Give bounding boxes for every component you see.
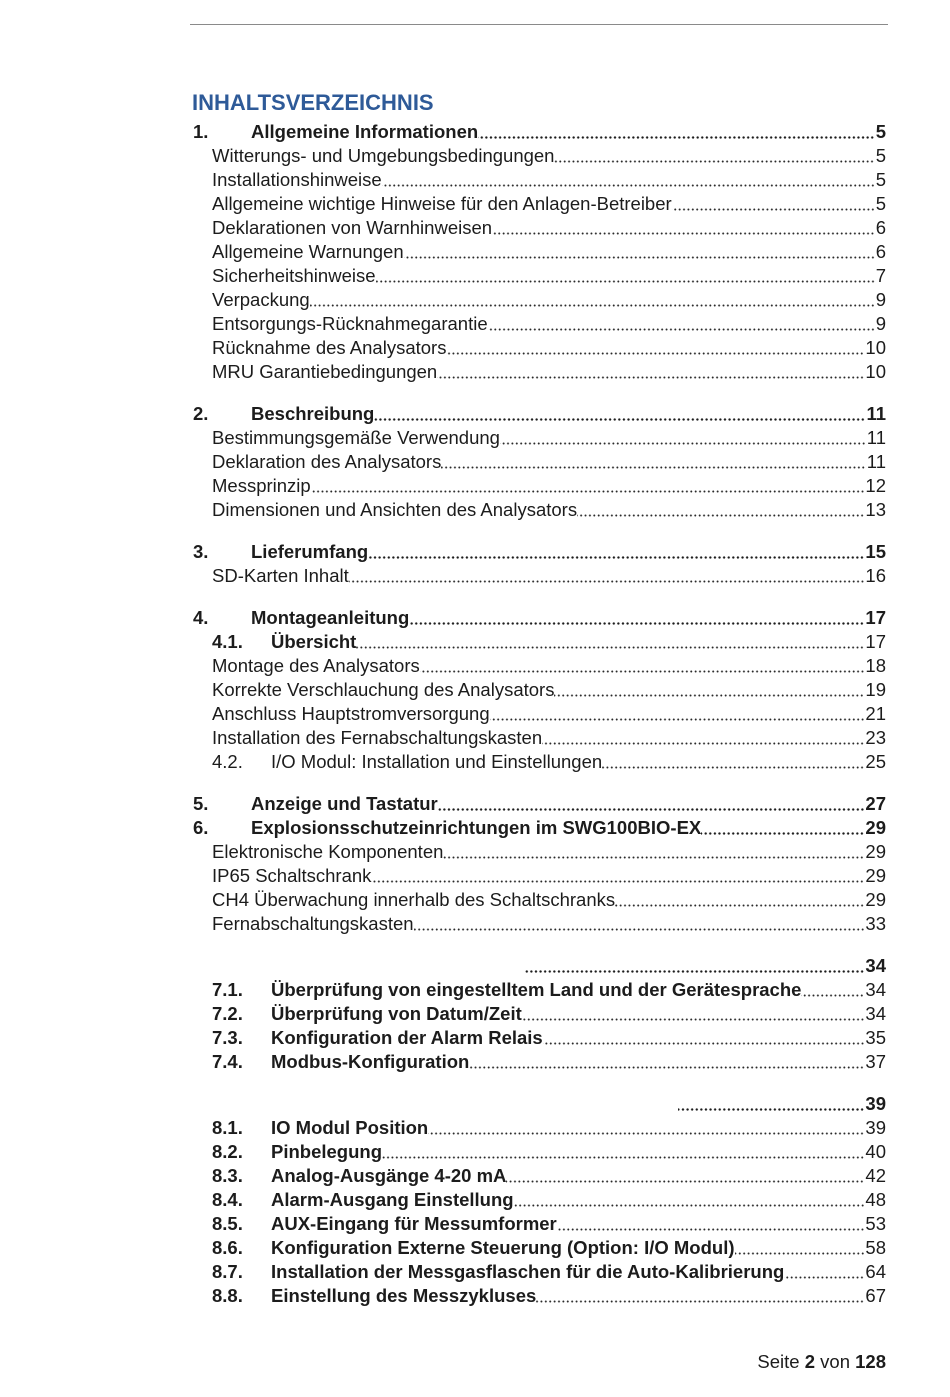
toc-dot-leader xyxy=(524,954,864,978)
toc-section-entry[interactable] xyxy=(193,630,886,654)
toc-dot-leader xyxy=(514,1188,865,1212)
toc-page-number: 48 xyxy=(865,1189,886,1210)
toc-group xyxy=(193,402,886,522)
toc-entry-title: Rücknahme des Analysators xyxy=(212,337,447,358)
toc-entry-title: MRU Garantiebedingungen xyxy=(212,361,438,382)
toc-page-number: 42 xyxy=(865,1165,886,1186)
toc-group xyxy=(193,606,886,774)
toc-section-entry[interactable] xyxy=(193,1140,886,1164)
toc-dot-leader xyxy=(478,120,875,144)
toc-entry-number: 8.1. xyxy=(212,1117,243,1138)
toc-dot-leader xyxy=(506,1164,864,1188)
toc-entry-title: Analog-Ausgänge 4-20 mA xyxy=(271,1165,507,1186)
toc-page-number: 5 xyxy=(875,193,886,214)
toc-entry-title: Allgemeine wichtige Hinweise für den Anlagen-Betreiber xyxy=(212,193,672,214)
toc-entry-title: I/O Modul: Installation und Einstellungen xyxy=(271,751,603,772)
toc-section-entry[interactable] xyxy=(193,1188,886,1212)
toc-subentry[interactable] xyxy=(193,426,886,450)
toc-page-number: 58 xyxy=(865,1237,886,1258)
toc-chapter-entry[interactable] xyxy=(193,1092,886,1116)
toc-page-number: 37 xyxy=(865,1051,886,1072)
toc-entry-number: 8.4. xyxy=(212,1189,243,1210)
toc-dot-leader xyxy=(602,750,864,774)
toc-entry-number: 7.2. xyxy=(212,1003,243,1024)
toc-entry-title: Anschluss Hauptstromversorgung xyxy=(212,703,490,724)
toc-dot-leader xyxy=(554,144,874,168)
toc-dot-leader xyxy=(382,168,875,192)
toc-entry-title: Übersicht xyxy=(271,631,357,652)
toc-entry-number: 7.4. xyxy=(212,1051,243,1072)
toc-page-number: 40 xyxy=(865,1141,886,1162)
toc-entry-title: Einstellung des Messzykluses xyxy=(271,1285,537,1306)
toc-dot-leader xyxy=(446,336,864,360)
toc-page-number: 11 xyxy=(866,451,886,472)
toc-section-entry[interactable] xyxy=(193,1050,886,1074)
toc-dot-leader xyxy=(615,888,864,912)
toc-subentry[interactable] xyxy=(193,450,886,474)
toc-entry-title: Sicherheitshinweise xyxy=(212,265,376,286)
toc-dot-leader xyxy=(469,1050,864,1074)
toc-entry-title: Beschreibung xyxy=(251,403,375,424)
toc-title-spacer xyxy=(193,954,524,978)
toc-entry-title: SD-Karten Inhalt xyxy=(212,565,349,586)
toc-page-number: 11 xyxy=(866,427,886,448)
toc-chapter-entry[interactable] xyxy=(193,792,886,816)
toc-entry-number: 8.3. xyxy=(212,1165,243,1186)
toc-dot-leader xyxy=(438,792,865,816)
toc-section-entry[interactable] xyxy=(193,1236,886,1260)
toc-dot-leader xyxy=(356,630,864,654)
toc-page-number: 17 xyxy=(865,607,886,628)
page-footer xyxy=(757,1350,886,1374)
toc-page-number: 7 xyxy=(875,265,886,286)
toc-entry-title: Konfiguration der Alarm Relais xyxy=(271,1027,543,1048)
toc-entry-title: CH4 Überwachung innerhalb des Schaltschranks xyxy=(212,889,616,910)
toc-page-number: 9 xyxy=(875,313,886,334)
toc-page-number: 53 xyxy=(865,1213,886,1234)
toc-page-number: 5 xyxy=(875,121,886,142)
toc-subentry[interactable] xyxy=(193,216,886,240)
toc-group xyxy=(193,540,886,588)
toc-section-entry[interactable] xyxy=(193,1026,886,1050)
toc-entry-title: Allgemeine Warnungen xyxy=(212,241,404,262)
toc-dot-leader xyxy=(784,1260,864,1284)
toc-page-number: 39 xyxy=(865,1117,886,1138)
toc-page-number: 15 xyxy=(865,541,886,562)
toc-dot-leader xyxy=(374,402,865,426)
toc-page-number: 34 xyxy=(865,1003,886,1024)
toc-dot-leader xyxy=(672,192,875,216)
toc-subentry[interactable] xyxy=(193,474,886,498)
toc-dot-leader xyxy=(376,264,875,288)
toc-dot-leader xyxy=(554,678,864,702)
toc-entry-title: Installation der Messgasflaschen für die Auto-Kalibrierung xyxy=(271,1261,785,1282)
toc-subentry[interactable] xyxy=(193,888,886,912)
toc-entry-title: Anzeige und Tastatur xyxy=(251,793,438,814)
toc-page-number: 6 xyxy=(875,241,886,262)
toc-dot-leader xyxy=(801,978,864,1002)
toc-dot-leader xyxy=(311,474,865,498)
toc-entry-title: Korrekte Verschlauchung des Analysators xyxy=(212,679,555,700)
toc-page-number: 64 xyxy=(865,1261,886,1282)
toc-page-number: 67 xyxy=(865,1285,886,1306)
toc-section-entry[interactable] xyxy=(193,750,886,774)
toc-dot-leader xyxy=(310,288,875,312)
toc-entry-title: Dimensionen und Ansichten des Analysators xyxy=(212,499,578,520)
toc-page-number: 10 xyxy=(865,337,886,358)
toc-entry-number: 8.7. xyxy=(212,1261,243,1282)
toc-subentry[interactable] xyxy=(193,192,886,216)
toc-entry-title: Entsorgungs-Rücknahmegarantie xyxy=(212,313,488,334)
toc-subentry[interactable] xyxy=(193,726,886,750)
toc-entry-title: Montageanleitung xyxy=(251,607,410,628)
toc-page-number: 16 xyxy=(865,565,886,586)
toc-entry-title: Verpackung xyxy=(212,289,310,310)
toc-dot-leader xyxy=(349,564,865,588)
toc-entry-title: Installation des Fernabschaltungskasten xyxy=(212,727,543,748)
toc-subentry[interactable] xyxy=(193,702,886,726)
toc-entry-title: Montage des Analysators xyxy=(212,655,420,676)
toc-page-number: 21 xyxy=(865,703,886,724)
toc-page-number: 6 xyxy=(875,217,886,238)
toc-page-number: 34 xyxy=(865,979,886,1000)
toc-dot-leader xyxy=(542,726,864,750)
toc-subentry[interactable] xyxy=(193,288,886,312)
toc-page-number: 25 xyxy=(865,751,886,772)
toc-section-entry[interactable] xyxy=(193,1116,886,1140)
toc-entry-number: 4.1. xyxy=(212,631,243,652)
toc-page-number: 29 xyxy=(865,865,886,886)
toc-entry-title: Pinbelegung xyxy=(271,1141,382,1162)
toc-subentry[interactable] xyxy=(193,654,886,678)
toc-subentry[interactable] xyxy=(193,498,886,522)
toc-dot-leader xyxy=(443,840,864,864)
toc-dot-leader xyxy=(437,360,864,384)
toc-entry-title: Deklarationen von Warnhinweisen xyxy=(212,217,493,238)
toc-chapter-entry[interactable] xyxy=(193,402,886,426)
toc-subentry[interactable] xyxy=(193,336,886,360)
toc-entry-number: 8.8. xyxy=(212,1285,243,1306)
toc-entry-title: Witterungs- und Umgebungsbedingungen xyxy=(212,145,555,166)
toc-list xyxy=(193,120,886,1308)
toc-group xyxy=(193,120,886,384)
toc-dot-leader xyxy=(500,426,866,450)
toc-subentry[interactable] xyxy=(193,312,886,336)
toc-dot-leader xyxy=(368,540,864,564)
toc-page-number: 39 xyxy=(865,1093,886,1114)
toc-page-number: 19 xyxy=(865,679,886,700)
toc-dot-leader xyxy=(371,864,864,888)
toc-entry-number: 4.2. xyxy=(212,751,243,772)
toc-page-number: 10 xyxy=(865,361,886,382)
toc-page-number: 13 xyxy=(865,499,886,520)
toc-group xyxy=(193,792,886,936)
toc-subentry[interactable] xyxy=(193,144,886,168)
toc-entry-title: AUX-Eingang für Messumformer xyxy=(271,1213,557,1234)
toc-chapter-entry[interactable] xyxy=(193,120,886,144)
toc-entry-number: 6. xyxy=(193,817,209,838)
toc-dot-leader xyxy=(701,816,864,840)
toc-dot-leader xyxy=(404,240,875,264)
toc-entry-number: 8.6. xyxy=(212,1237,243,1258)
toc-page-number: 17 xyxy=(865,631,886,652)
toc-subentry[interactable] xyxy=(193,360,886,384)
toc-section-entry[interactable] xyxy=(193,1212,886,1236)
toc-dot-leader xyxy=(543,1026,865,1050)
toc-subentry[interactable] xyxy=(193,168,886,192)
toc-dot-leader xyxy=(536,1284,864,1308)
toc-dot-leader xyxy=(735,1236,865,1260)
toc-entry-number: 8.5. xyxy=(212,1213,243,1234)
toc-subentry[interactable] xyxy=(193,840,886,864)
toc-entry-title: Alarm-Ausgang Einstellung xyxy=(271,1189,514,1210)
toc-entry-title: Elektronische Komponenten xyxy=(212,841,444,862)
toc-heading: INHALTSVERZEICHNIS xyxy=(192,90,434,115)
page-label: Seite xyxy=(757,1351,800,1372)
toc-entry-title: IP65 Schaltschrank xyxy=(212,865,372,886)
toc-entry-title: Allgemeine Informationen xyxy=(251,121,479,142)
toc-dot-leader xyxy=(488,312,875,336)
toc-entry-title: Modbus-Konfiguration xyxy=(271,1051,470,1072)
toc-entry-title: Lieferumfang xyxy=(251,541,369,562)
toc-section-entry[interactable] xyxy=(193,1002,886,1026)
toc-subentry[interactable] xyxy=(193,864,886,888)
toc-entry-number: 2. xyxy=(193,403,209,424)
toc-dot-leader xyxy=(428,1116,864,1140)
toc-section-entry[interactable] xyxy=(193,1284,886,1308)
toc-page-number: 33 xyxy=(865,913,886,934)
toc-entry-number: 3. xyxy=(193,541,209,562)
toc-chapter-entry[interactable] xyxy=(193,540,886,564)
toc-subentry[interactable] xyxy=(193,912,886,936)
toc-page-number: 23 xyxy=(865,727,886,748)
current-page-number: 2 xyxy=(804,1351,816,1372)
toc-page-number: 5 xyxy=(875,145,886,166)
toc-chapter-entry[interactable] xyxy=(193,606,886,630)
toc-dot-leader xyxy=(678,1092,864,1116)
toc-section-entry[interactable] xyxy=(193,978,886,1002)
toc-entry-title: Deklaration des Analysators xyxy=(212,451,442,472)
toc-group xyxy=(193,954,886,1074)
total-pages: 128 xyxy=(855,1351,886,1372)
toc-dot-leader xyxy=(409,606,864,630)
toc-dot-leader xyxy=(490,702,865,726)
toc-dot-leader xyxy=(492,216,875,240)
toc-subentry[interactable] xyxy=(193,240,886,264)
toc-dot-leader xyxy=(441,450,865,474)
toc-page-number: 27 xyxy=(865,793,886,814)
toc-group xyxy=(193,1092,886,1308)
toc-section-entry[interactable] xyxy=(193,1260,886,1284)
toc-page-number: 29 xyxy=(865,841,886,862)
toc-page-number: 11 xyxy=(866,403,886,424)
toc-title-spacer xyxy=(193,1092,678,1116)
header-rule xyxy=(190,24,888,25)
toc-entry-title: IO Modul Position xyxy=(271,1117,429,1138)
toc-entry-title: Konfiguration Externe Steuerung (Option: I/O Modul) xyxy=(271,1237,735,1258)
toc-dot-leader xyxy=(577,498,864,522)
toc-page-number: 12 xyxy=(865,475,886,496)
toc-entry-number: 7.3. xyxy=(212,1027,243,1048)
toc-entry-title: Explosionsschutzeinrichtungen im SWG100BIO-EX xyxy=(251,817,702,838)
toc-page-number: 34 xyxy=(865,955,886,976)
toc-entry-title: Bestimmungsgemäße Verwendung xyxy=(212,427,500,448)
page-of-label: von xyxy=(820,1351,850,1372)
toc-page-number: 29 xyxy=(865,817,886,838)
toc-page-number: 9 xyxy=(875,289,886,310)
toc-page-number: 18 xyxy=(865,655,886,676)
toc-entry-title: Installationshinweise xyxy=(212,169,382,190)
toc-entry-number: 1. xyxy=(193,121,209,142)
toc-entry-number: 8.2. xyxy=(212,1141,243,1162)
toc-dot-leader xyxy=(557,1212,865,1236)
toc-page-number: 29 xyxy=(865,889,886,910)
toc-subentry[interactable] xyxy=(193,264,886,288)
toc-section-entry[interactable] xyxy=(193,1164,886,1188)
toc-subentry[interactable] xyxy=(193,678,886,702)
toc-entry-title: Messprinzip xyxy=(212,475,311,496)
toc-dot-leader xyxy=(522,1002,865,1026)
toc-entry-title: Überprüfung von Datum/Zeit xyxy=(271,1003,522,1024)
toc-entry-number: 5. xyxy=(193,793,209,814)
toc-dot-leader xyxy=(420,654,865,678)
toc-entry-title: Überprüfung von eingestelltem Land und der Gerätesprache xyxy=(271,979,802,1000)
toc-dot-leader xyxy=(414,912,865,936)
toc-entry-number: 7.1. xyxy=(212,979,243,1000)
toc-page-number: 5 xyxy=(875,169,886,190)
toc-chapter-entry[interactable] xyxy=(193,816,886,840)
toc-entry-title: Fernabschaltungskasten xyxy=(212,913,414,934)
toc-dot-leader xyxy=(382,1140,864,1164)
toc-subentry[interactable] xyxy=(193,564,886,588)
toc-entry-number: 4. xyxy=(193,607,209,628)
toc-page-number: 35 xyxy=(865,1027,886,1048)
toc-chapter-entry[interactable] xyxy=(193,954,886,978)
